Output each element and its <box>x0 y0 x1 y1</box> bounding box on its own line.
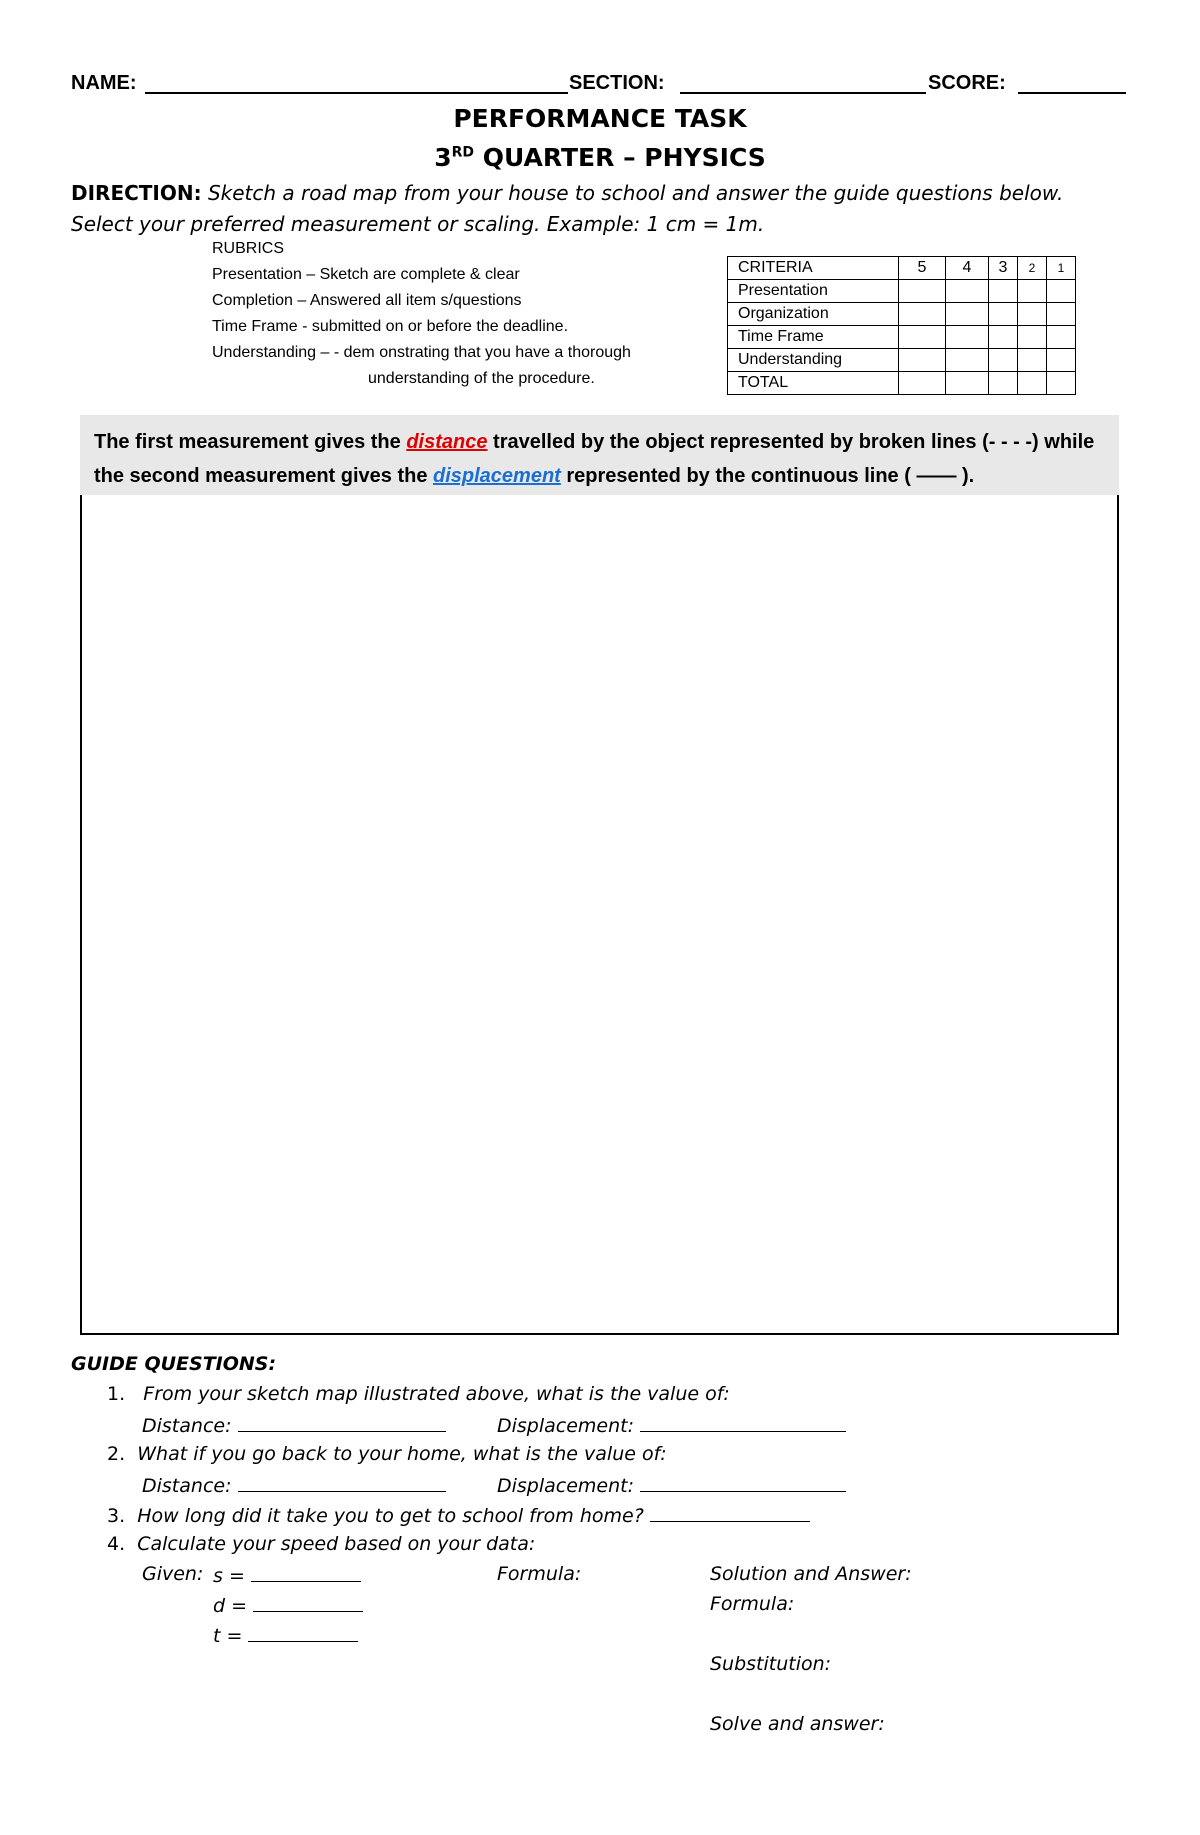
score-cell[interactable] <box>989 372 1018 395</box>
score-cell[interactable] <box>1047 303 1076 326</box>
answer-blank[interactable] <box>640 1413 846 1432</box>
distance-term: distance <box>406 431 488 453</box>
rubric-item: Time Frame - submitted on or before the deadline. <box>212 318 569 335</box>
question-4: 4. Calculate your speed based on your data: <box>107 1533 536 1555</box>
rubrics-heading: RUBRICS <box>212 240 285 257</box>
name-label: NAME: <box>71 72 137 94</box>
table-row <box>728 349 1076 372</box>
score-cell[interactable] <box>1047 280 1076 303</box>
page-title: PERFORMANCE TASK <box>453 104 747 133</box>
displacement-term: displacement <box>433 465 561 487</box>
score-cell[interactable] <box>1047 349 1076 372</box>
score-cell[interactable] <box>946 326 989 349</box>
table-row <box>728 372 1076 395</box>
score-cell[interactable] <box>946 349 989 372</box>
section-label: SECTION: <box>569 72 665 94</box>
criteria-cell: TOTAL <box>728 372 899 395</box>
criteria-cell: Time Frame <box>728 326 899 349</box>
rubric-item: Understanding – - dem onstrating that you have a thorough <box>212 344 631 361</box>
score-cell[interactable] <box>1018 303 1047 326</box>
table-header-cell: 2 <box>1018 257 1047 280</box>
direction-text: DIRECTION: Sketch a road map from your house to school and answer the guide questions below. Select your preferred measurement or scaling. Example: 1 cm = 1m. <box>71 181 1064 236</box>
guide-heading: GUIDE QUESTIONS: <box>71 1353 277 1375</box>
question-1: 1. From your sketch map illustrated above, what is the value of: <box>107 1383 730 1405</box>
score-field[interactable] <box>1018 92 1126 94</box>
q1-displacement: Displacement: <box>497 1413 846 1437</box>
score-cell[interactable] <box>1018 326 1047 349</box>
score-cell[interactable] <box>1018 349 1047 372</box>
score-cell[interactable] <box>989 349 1018 372</box>
given-t: t = <box>213 1623 358 1647</box>
substitution-label: Substitution: <box>710 1653 832 1675</box>
score-cell[interactable] <box>899 280 946 303</box>
given-s: s = <box>213 1563 361 1587</box>
table-header-cell: CRITERIA <box>728 257 899 280</box>
table-header-cell: 5 <box>899 257 946 280</box>
score-cell[interactable] <box>1047 372 1076 395</box>
table-header-row <box>728 257 1076 280</box>
answer-blank[interactable] <box>248 1623 358 1642</box>
page-subtitle: 3RD QUARTER – PHYSICS <box>434 143 766 172</box>
score-cell[interactable] <box>899 349 946 372</box>
sketch-area[interactable] <box>80 415 1119 1335</box>
question-2: 2. What if you go back to your home, what is the value of: <box>107 1443 667 1465</box>
answer-blank[interactable] <box>251 1563 361 1582</box>
answer-blank[interactable] <box>253 1593 363 1612</box>
table-row <box>728 303 1076 326</box>
section-field[interactable] <box>680 92 926 94</box>
score-cell[interactable] <box>1047 326 1076 349</box>
answer-blank[interactable] <box>238 1473 446 1492</box>
q2-distance: Distance: <box>142 1473 446 1497</box>
criteria-cell: Understanding <box>728 349 899 372</box>
score-cell[interactable] <box>1018 280 1047 303</box>
score-cell[interactable] <box>989 326 1018 349</box>
score-cell[interactable] <box>989 303 1018 326</box>
name-field[interactable] <box>145 92 568 94</box>
formula-label: Formula: <box>497 1563 582 1585</box>
table-row <box>728 280 1076 303</box>
score-cell[interactable] <box>946 372 989 395</box>
table-header-cell: 3 <box>989 257 1018 280</box>
score-cell[interactable] <box>899 372 946 395</box>
criteria-table <box>727 256 1076 395</box>
given-label: Given: <box>142 1563 204 1585</box>
q2-displacement: Displacement: <box>497 1473 846 1497</box>
rubric-item: Presentation – Sketch are complete & clear <box>212 266 520 283</box>
q1-distance: Distance: <box>142 1413 446 1437</box>
score-cell[interactable] <box>899 303 946 326</box>
formula2-label: Formula: <box>710 1593 795 1615</box>
given-d: d = <box>213 1593 363 1617</box>
solve-label: Solve and answer: <box>710 1713 885 1735</box>
table-header-cell: 4 <box>946 257 989 280</box>
answer-blank[interactable] <box>650 1503 810 1522</box>
score-cell[interactable] <box>989 280 1018 303</box>
solution-label: Solution and Answer: <box>710 1563 912 1585</box>
measurement-note: The first measurement gives the distance travelled by the object represented by broken lines (- - - -) while the second measurement gives the displacement represented by the continuous line ( —— ). <box>80 415 1119 495</box>
rubric-item: Completion – Answered all item s/questions <box>212 292 522 309</box>
rubric-item: understanding of the procedure. <box>368 370 595 387</box>
table-header-cell: 1 <box>1047 257 1076 280</box>
continuous-line-glyph: —— <box>916 465 957 487</box>
score-cell[interactable] <box>946 303 989 326</box>
question-3: 3. How long did it take you to get to school from home? <box>107 1503 810 1527</box>
answer-blank[interactable] <box>640 1473 846 1492</box>
score-label: SCORE: <box>928 72 1006 94</box>
criteria-cell: Organization <box>728 303 899 326</box>
score-cell[interactable] <box>899 326 946 349</box>
score-cell[interactable] <box>1018 372 1047 395</box>
answer-blank[interactable] <box>238 1413 446 1432</box>
criteria-cell: Presentation <box>728 280 899 303</box>
score-cell[interactable] <box>946 280 989 303</box>
table-row <box>728 326 1076 349</box>
